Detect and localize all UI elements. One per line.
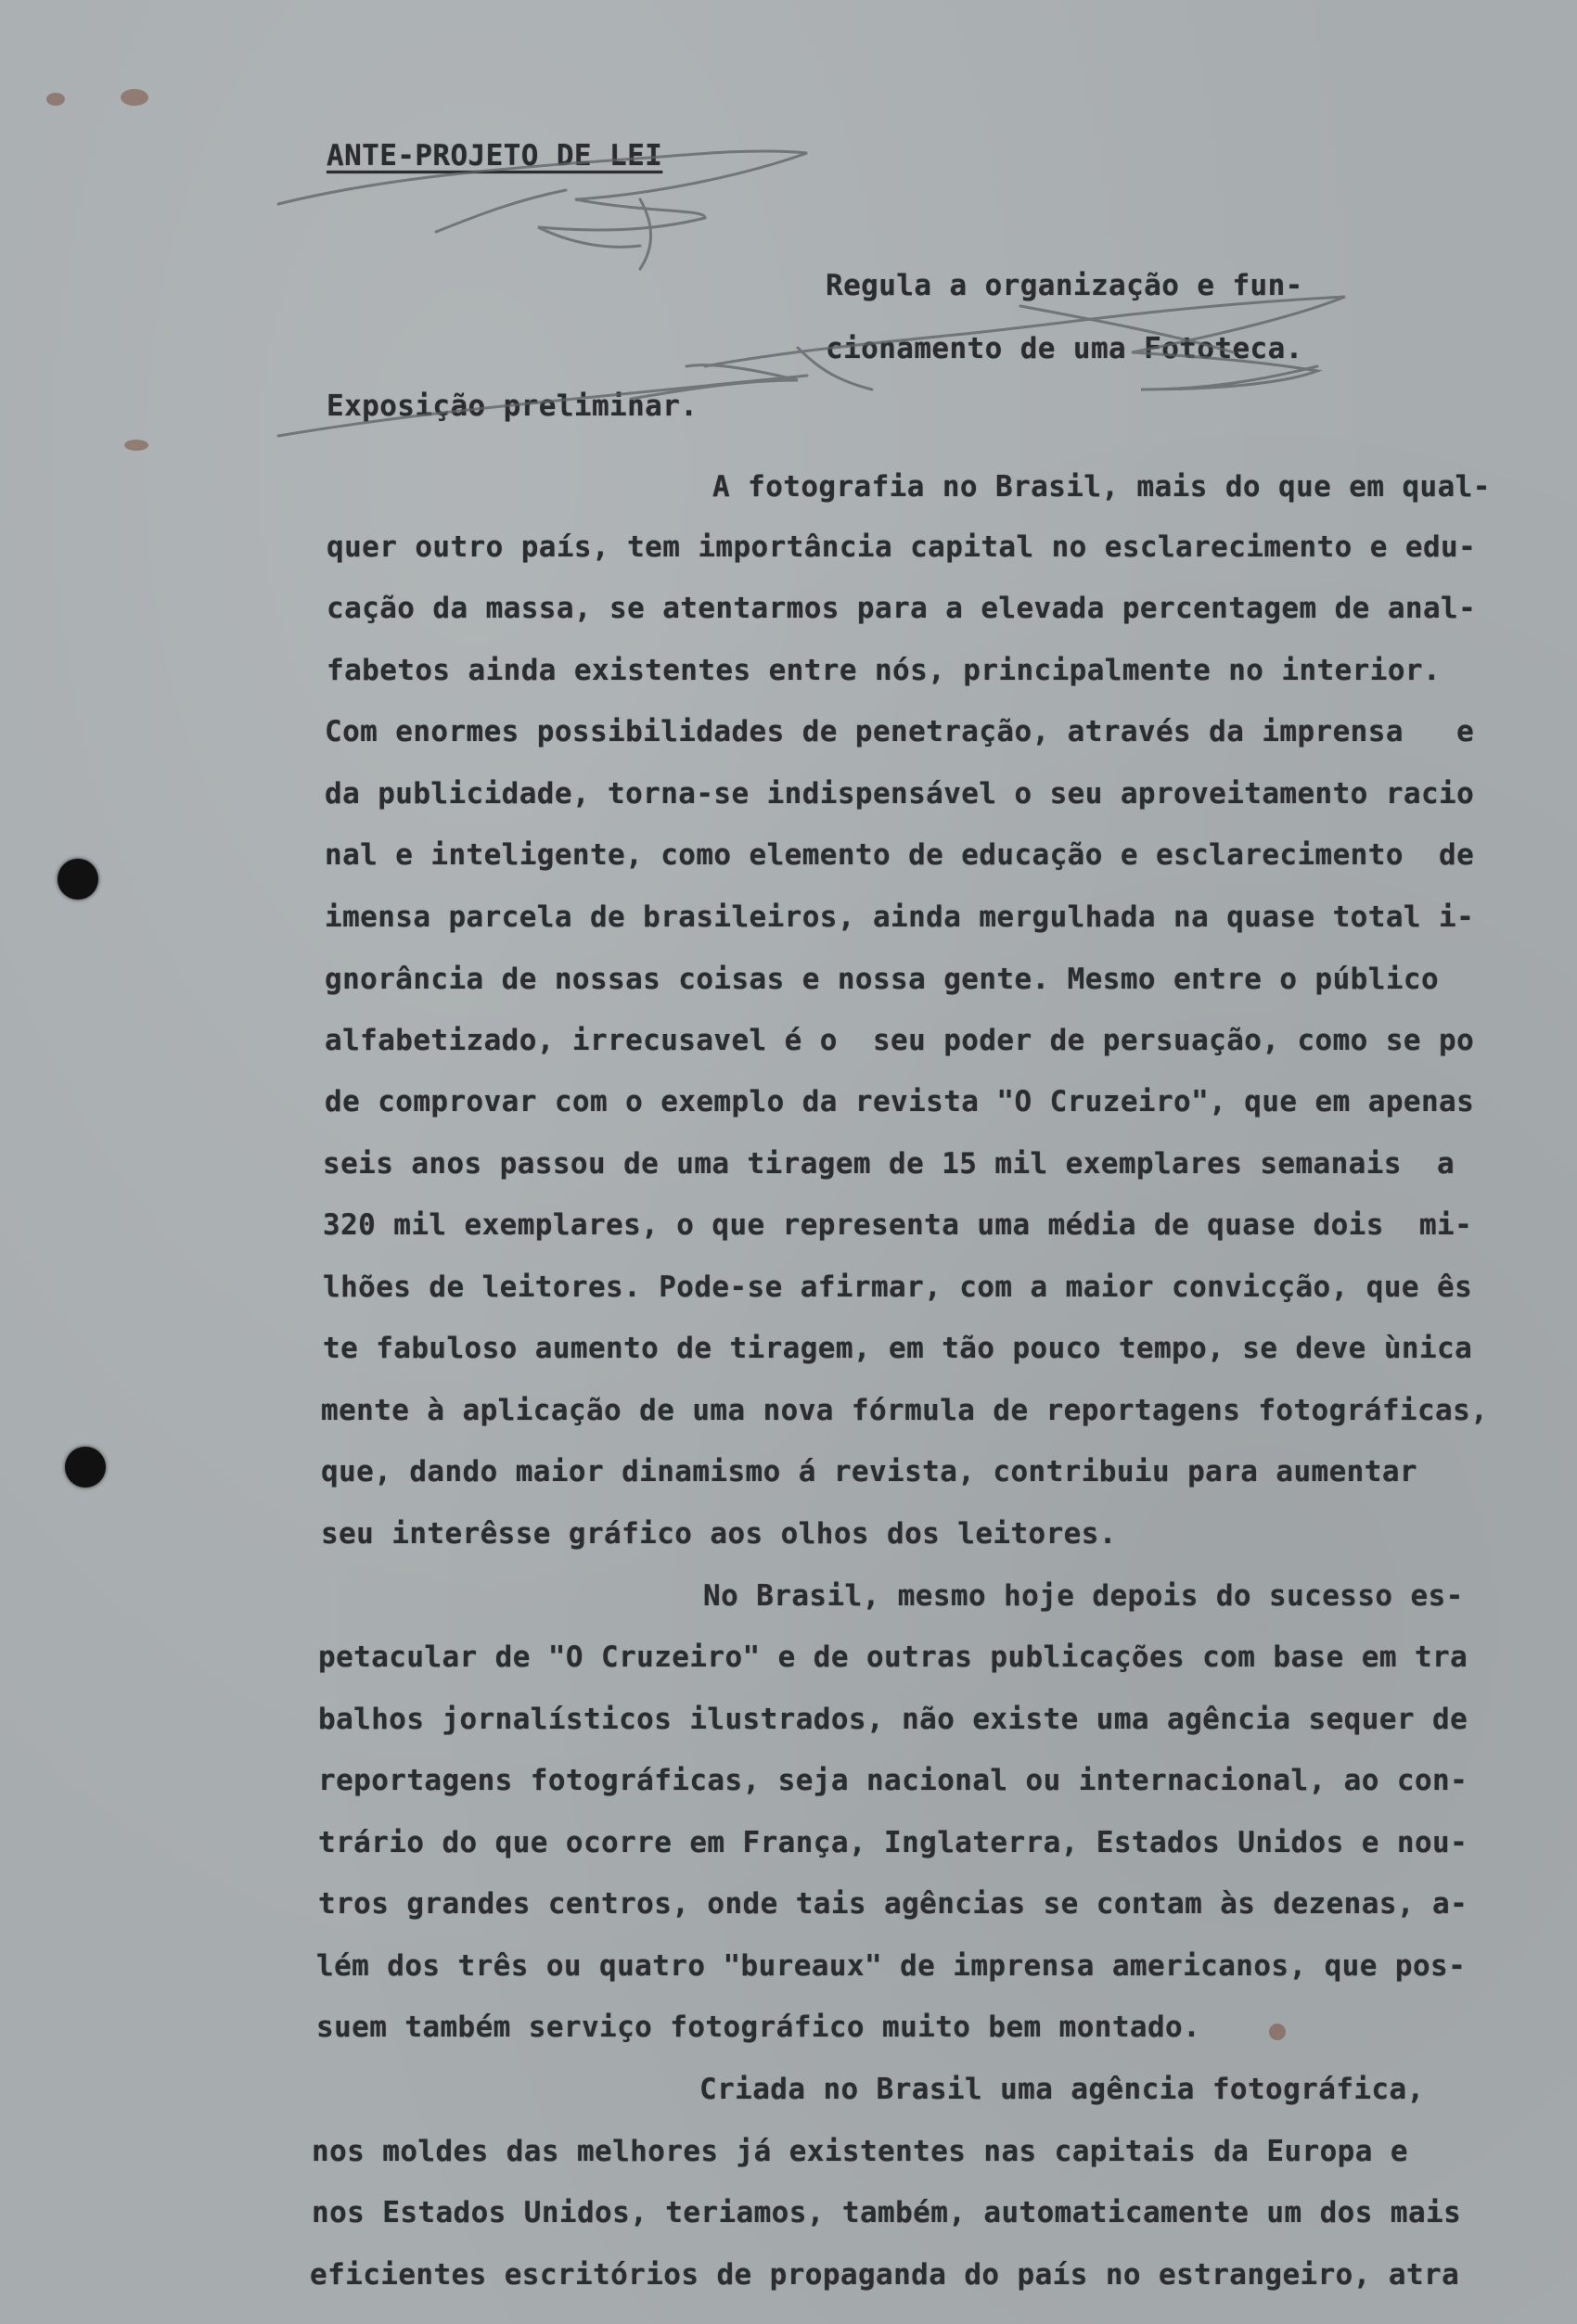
body-line: cação da massa, se atentarmos para a elevada percentagem de anal-	[327, 592, 1477, 625]
body-line: 320 mil exemplares, o que representa uma média de quase dois mi-	[323, 1208, 1473, 1242]
stain-spot	[1269, 2024, 1286, 2040]
body-line: te fabuloso aumento de tiragem, em tão pouco tempo, se deve ùnica	[323, 1332, 1473, 1365]
stain-spot	[124, 440, 148, 451]
body-line: trário do que ocorre em França, Inglaterra, Estados Unidos e nou-	[318, 1826, 1468, 1859]
subtitle-line-1: Regula a organização e fun-	[826, 269, 1303, 302]
body-line: No Brasil, mesmo hoje depois do sucesso es-	[703, 1579, 1464, 1613]
body-line: Com enormes possibilidades de penetração, através da imprensa e	[325, 715, 1475, 748]
section-heading: Exposição preliminar.	[327, 389, 699, 423]
body-line: suem também serviço fotográfico muito bem montado.	[316, 2011, 1201, 2044]
body-line: balhos jornalísticos ilustrados, não existe uma agência sequer de	[318, 1703, 1468, 1736]
body-line: seu interêsse gráfico aos olhos dos leitores.	[321, 1517, 1117, 1551]
body-line: nos moldes das melhores já existentes nas capitais da Europa e	[312, 2135, 1408, 2168]
body-line: eficientes escritórios de propaganda do país no estrangeiro, atra	[310, 2258, 1460, 2292]
body-line: petacular de "O Cruzeiro" e de outras publicações com base em tra	[318, 1641, 1468, 1674]
body-line: imensa parcela de brasileiros, ainda mergulhada na quase total i-	[325, 900, 1475, 934]
body-line: seis anos passou de uma tiragem de 15 mil exemplares semanais a	[323, 1147, 1455, 1181]
body-line: da publicidade, torna-se indispensável o seu aproveitamento racio	[325, 777, 1475, 811]
stain-spot	[121, 89, 148, 106]
body-line: reportagens fotográficas, seja nacional ou internacional, ao con-	[318, 1764, 1468, 1797]
body-line: alfabetizado, irrecusavel é o seu poder de persuação, como se po	[325, 1024, 1475, 1057]
body-line: A fotografia no Brasil, mais do que em qual-	[712, 470, 1491, 504]
body-line: nos Estados Unidos, teriamos, também, automaticamente um dos mais	[312, 2196, 1462, 2229]
body-line: gnorância de nossas coisas e nossa gente. Mesmo entre o público	[325, 963, 1440, 996]
punch-hole-top	[58, 859, 98, 900]
punch-hole-bottom	[65, 1447, 106, 1488]
body-line: lém dos três ou quatro "bureaux" de imprensa americanos, que pos-	[316, 1949, 1467, 1983]
stain-spot	[46, 93, 65, 106]
body-line: de comprovar com o exemplo da revista "O Cruzeiro", que em apenas	[325, 1085, 1475, 1118]
body-line: quer outro país, tem importância capital no esclarecimento e edu-	[327, 530, 1477, 564]
document-title: ANTE-PROJETO DE LEI	[327, 139, 663, 172]
body-line: fabetos ainda existentes entre nós, principalmente no interior.	[327, 654, 1442, 687]
body-line: Criada no Brasil uma agência fotográfica,	[699, 2073, 1425, 2106]
body-line: que, dando maior dinamismo á revista, contribuiu para aumentar	[321, 1455, 1417, 1488]
subtitle-line-2: cionamento de uma Fototeca.	[826, 332, 1303, 365]
body-line: tros grandes centros, onde tais agências se contam às dezenas, a-	[318, 1887, 1468, 1921]
body-line: nal e inteligente, como elemento de educação e esclarecimento de	[325, 838, 1475, 872]
body-line: lhões de leitores. Pode-se afirmar, com a maior convicção, que ês	[323, 1271, 1473, 1304]
body-line: mente à aplicação de uma nova fórmula de reportagens fotográficas,	[321, 1394, 1489, 1427]
